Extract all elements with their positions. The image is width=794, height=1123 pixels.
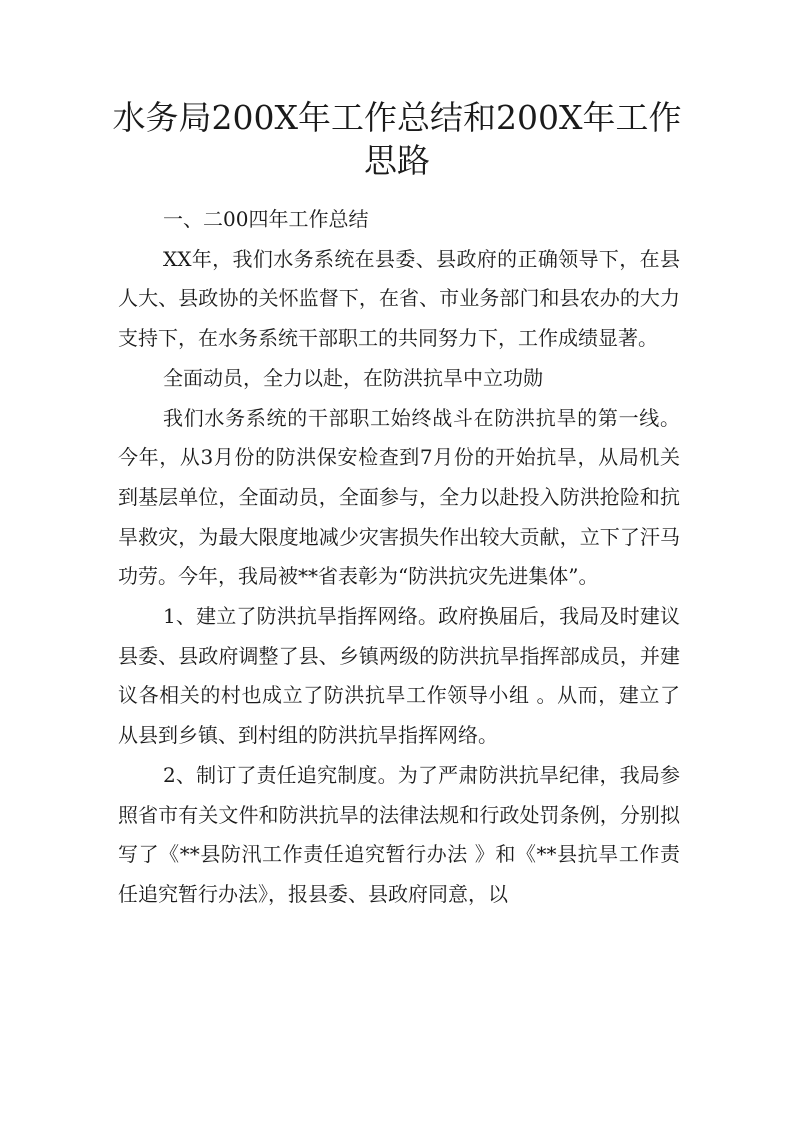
section-heading: 一、二00四年工作总结 [163, 207, 369, 231]
list-item-accountability-system: 2、制订了责任追究制度。为了严肃防洪抗旱纪律，我局参照省市有关文件和防洪抗旱的法律法规和行政处罚条例，分别拟写了《**县防汛工作责任追究暂行办法 》和《**县抗旱工作责任追究暂行办法》，报县委、县政府同意，以 [118, 762, 680, 906]
document-title: 水务局200X年工作总结和200X年工作思路 [112, 98, 682, 180]
list-item-command-network: 1、建立了防洪抗旱指挥网络。政府换届后，我局及时建议县委、县政府调整了县、乡镇两级的防洪抗旱指挥部成员，并建议各相关的村也成立了防洪抗旱工作领导小组 。从而，建立了从县到乡镇、到村组的防洪抗旱指挥网络。 [118, 604, 680, 748]
flood-control-paragraph: 我们水务系统的干部职工始终战斗在防洪抗旱的第一线。今年，从3月份的防洪保安检查到7月份的开始抗旱，从局机关到基层单位，全面动员，全面参与，全力以赴投入防洪抢险和抗旱救灾，为最大限度地减少灾害损失作出较大贡献，立下了汗马功劳。今年，我局被**省表彰为“防洪抗灾先进集体”。 [118, 405, 680, 589]
subheading: 全面动员，全力以赴，在防洪抗旱中立功勋 [163, 365, 543, 390]
intro-paragraph: XX年，我们水务系统在县委、县政府的正确领导下，在县人大、县政协的关怀监督下，在省、市业务部门和县农办的大力支持下，在水务系统干部职工的共同努力下，工作成绩显著。 [118, 246, 680, 351]
document-body [118, 200, 680, 915]
